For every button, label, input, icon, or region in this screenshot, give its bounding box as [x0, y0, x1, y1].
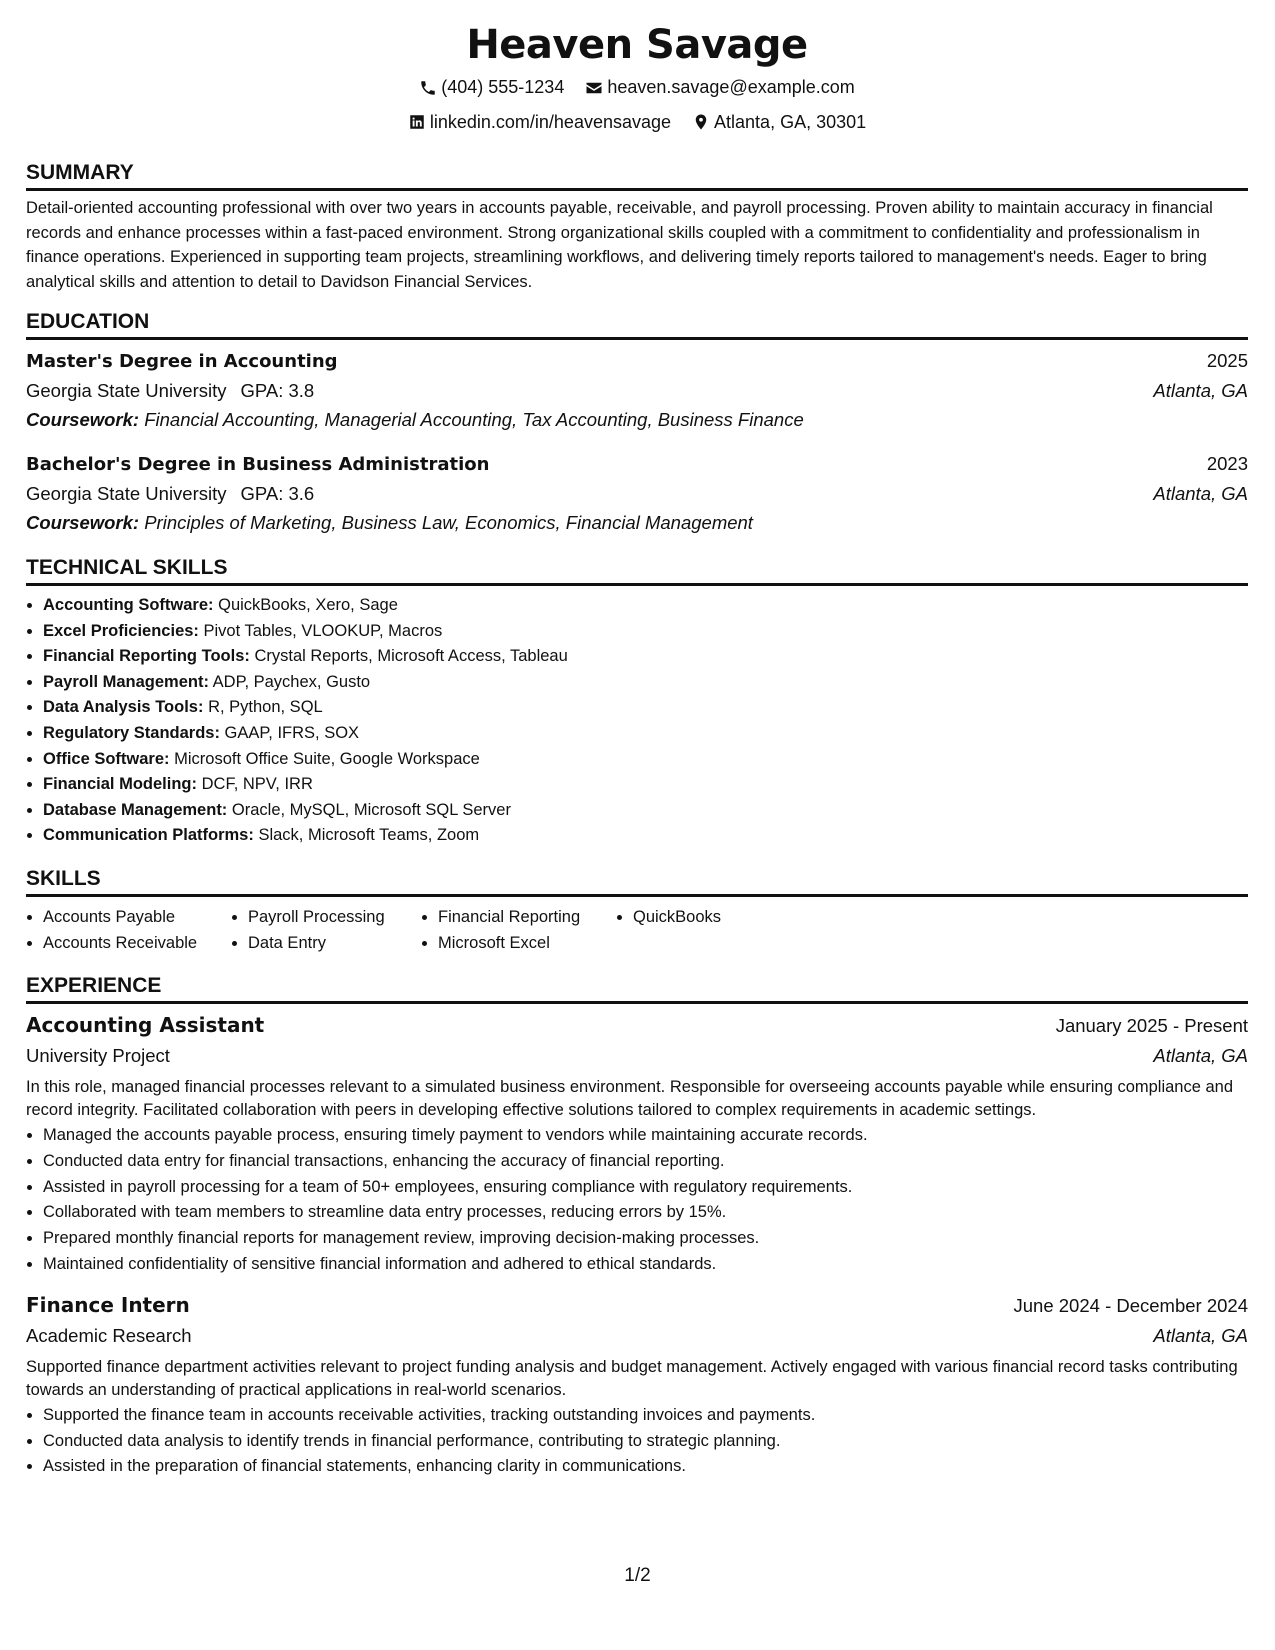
list-item [43, 593, 1248, 619]
list-item [43, 670, 1248, 696]
education-entry [26, 449, 1248, 538]
list-item [43, 695, 1248, 721]
list-item [43, 772, 1248, 798]
email-contact[interactable] [585, 72, 854, 103]
school-name [26, 376, 314, 405]
skill-category: Financial Reporting Tools: [43, 647, 250, 666]
skill-values: R, Python, SQL [208, 698, 323, 717]
location-text: Atlanta, GA, 30301 [714, 111, 867, 132]
coursework-list: Financial Accounting, Managerial Accounting, Tax Accounting, Business Finance [144, 409, 804, 430]
skills-column [421, 904, 616, 956]
experience-heading: EXPERIENCE [26, 973, 1248, 1004]
skill-category: Excel Proficiencies: [43, 621, 199, 640]
skill-values: DCF, NPV, IRR [201, 775, 313, 794]
skill-values: ADP, Paychex, Gusto [212, 672, 371, 691]
graduation-year: 2025 [1206, 350, 1248, 371]
list-item: • Maintained confidentiality of sensitive financial information and adhered to ethical standards. [43, 1252, 1248, 1278]
summary-text: Detail-oriented accounting professional with over two years in accounts payable, receivable, and payroll processing. Proven ability to maintain accuracy in financial records and enhance processes within a fast-paced environment. Strong organizational skills coupled with a commitment to confidentiality and professionalism in finance operations. Experienced in supporting team projects, streamlining workflows, and delivering timely reports tailored to management's needs. Eager to bring analytical skills and attention to detail to Davidson Financial Services. [26, 199, 1213, 291]
skills-column [616, 904, 783, 956]
skills-column [26, 904, 231, 956]
skills-grid [26, 904, 1248, 956]
job-title: Accounting Assistant [26, 1012, 265, 1037]
skills-heading: SKILLS [26, 866, 1248, 897]
gpa: GPA: 3.6 [240, 483, 315, 504]
skills-column [231, 904, 421, 956]
skill-category: Communication Platforms: [43, 826, 254, 845]
education-heading: EDUCATION [26, 309, 1248, 340]
list-item: • Conducted data analysis to identify trends in financial performance, contributing to strategic planning. [43, 1429, 1248, 1455]
gpa: GPA: 3.8 [240, 380, 315, 401]
job-bullets [26, 1403, 1248, 1480]
contact-row-2 [26, 107, 1248, 142]
skill-category: Database Management: [43, 800, 228, 819]
email-text: heaven.savage@example.com [607, 77, 855, 97]
linkedin-icon [408, 113, 426, 131]
education-entry [26, 346, 1248, 435]
list-item: • Prepared monthly financial reports for management review, improving decision-making processes. [43, 1226, 1248, 1252]
list-item: • Collaborated with team members to streamline data entry processes, reducing errors by 15%. [43, 1200, 1248, 1226]
job-bullets [26, 1123, 1248, 1278]
list-item: • Microsoft Excel [438, 930, 616, 956]
job-organization: University Project [26, 1044, 170, 1066]
list-item [43, 798, 1248, 824]
phone-contact[interactable] [419, 72, 564, 103]
job-entry [26, 1010, 1248, 1278]
graduation-year: 2023 [1206, 453, 1248, 474]
phone-icon [419, 79, 437, 97]
school-name [26, 479, 314, 508]
skill-values: Slack, Microsoft Teams, Zoom [258, 826, 480, 845]
skill-values: QuickBooks, Xero, Sage [218, 596, 398, 614]
contact-row-1 [26, 72, 1248, 107]
coursework-list: Principles of Marketing, Business Law, Economics, Financial Management [144, 512, 753, 533]
page-number: 1/2 [624, 1565, 651, 1586]
list-item: • Financial Reporting [438, 904, 616, 930]
list-item: • Assisted in payroll processing for a team of 50+ employees, ensuring compliance with regulatory requirements. [43, 1175, 1248, 1201]
skill-category: Financial Modeling: [43, 775, 198, 794]
skill-category: Accounting Software: [43, 596, 214, 614]
job-description: In this role, managed financial processes relevant to a simulated business environment. Responsible for overseeing accounts payable while ensuring compliance and record integrity. Facilitated collaboration with peers in developing effective solutions tailored to complex requirements in academic settings. [26, 1077, 1234, 1120]
degree-title: Bachelor's Degree in Business Administration [26, 454, 490, 475]
list-item: • Data Entry [248, 930, 421, 956]
job-organization: Academic Research [26, 1324, 192, 1346]
coursework-label: Coursework: [26, 512, 140, 533]
location-contact [692, 107, 866, 138]
skill-values: Oracle, MySQL, Microsoft SQL Server [231, 800, 511, 819]
list-item: • Accounts Payable [43, 904, 231, 930]
list-item [43, 721, 1248, 747]
phone-text: (404) 555-1234 [441, 77, 565, 97]
skill-category: Office Software: [43, 749, 170, 768]
degree-title: Master's Degree in Accounting [26, 351, 338, 372]
skill-values: Crystal Reports, Microsoft Access, Tableau [254, 647, 568, 666]
job-dates: January 2025 - Present [1055, 1014, 1248, 1036]
list-item: • Assisted in the preparation of financial statements, enhancing clarity in communications. [43, 1454, 1248, 1480]
linkedin-text: linkedin.com/in/heavensavage [429, 111, 672, 132]
skill-category: Data Analysis Tools: [43, 698, 204, 717]
job-description: Supported finance department activities relevant to project funding analysis and budget management. Actively engaged with various financial record tasks contributing towards an understanding of practical applications in real-world scenarios. [26, 1357, 1238, 1400]
job-entry [26, 1290, 1248, 1480]
map-pin-icon [692, 113, 710, 131]
skill-category: Regulatory Standards: [43, 723, 220, 742]
list-item: • Supported the finance team in accounts receivable activities, tracking outstanding invoices and payments. [43, 1403, 1248, 1429]
coursework-label: Coursework: [26, 409, 140, 430]
skill-values: Microsoft Office Suite, Google Workspace [174, 749, 480, 768]
school-location: Atlanta, GA [1153, 483, 1248, 504]
skill-category: Payroll Management: [43, 672, 209, 691]
job-location: Atlanta, GA [1153, 1324, 1248, 1346]
envelope-icon [585, 79, 603, 97]
linkedin-contact[interactable] [408, 107, 671, 138]
school-text: Georgia State University [26, 483, 227, 504]
technical-skills-heading: TECHNICAL SKILLS [26, 555, 1248, 586]
list-item: • QuickBooks [633, 904, 783, 930]
school-location: Atlanta, GA [1153, 380, 1248, 401]
job-location: Atlanta, GA [1153, 1044, 1248, 1066]
list-item: • Payroll Processing [248, 904, 421, 930]
skill-values: GAAP, IFRS, SOX [224, 723, 360, 742]
list-item [43, 644, 1248, 670]
list-item: • Accounts Receivable [43, 930, 231, 956]
list-item: • Managed the accounts payable process, ensuring timely payment to vendors while maintaining accurate records. [43, 1123, 1248, 1149]
technical-skills-list [26, 593, 1248, 849]
list-item [43, 823, 1248, 849]
school-text: Georgia State University [26, 380, 227, 401]
summary-heading: SUMMARY [26, 160, 1248, 191]
job-title: Finance Intern [26, 1292, 190, 1317]
list-item [43, 747, 1248, 773]
list-item [43, 619, 1248, 645]
candidate-name: Heaven Savage [466, 22, 808, 68]
resume-page [26, 18, 1248, 1480]
skill-values: Pivot Tables, VLOOKUP, Macros [203, 621, 443, 640]
list-item: • Conducted data entry for financial transactions, enhancing the accuracy of financial reporting. [43, 1149, 1248, 1175]
coursework [26, 508, 1248, 538]
job-dates: June 2024 - December 2024 [1013, 1294, 1248, 1316]
coursework [26, 405, 1248, 435]
